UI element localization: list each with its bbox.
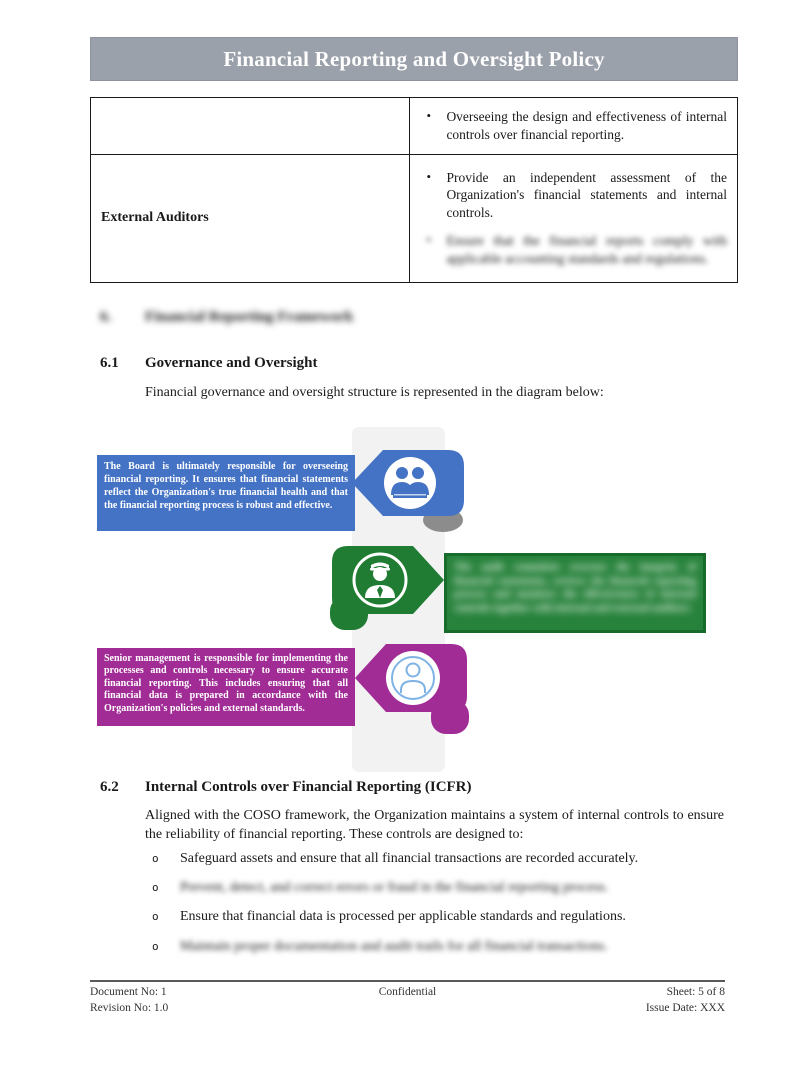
bullet-marker: o <box>152 881 159 895</box>
list-item <box>420 232 727 268</box>
role-cell: External Auditors <box>91 154 410 282</box>
issue-date: Issue Date: XXX <box>645 1001 726 1014</box>
person-outline-icon <box>353 640 471 736</box>
page-title: Financial Reporting and Oversight Policy <box>223 46 605 71</box>
section-heading: Governance and Oversight <box>145 355 318 371</box>
board-members-icon <box>350 447 468 535</box>
redacted-text: The audit committee oversees the integrity of financial statements, reviews the financial reporting process and monitors the effectiveness of internal controls together with internal and external auditors. <box>454 562 696 614</box>
list-item <box>152 908 730 926</box>
section-paragraph: Financial governance and oversight structure is represented in the diagram below: <box>145 385 604 400</box>
section-heading-redacted: Financial Reporting Framework <box>145 309 354 325</box>
bullet-marker: o <box>152 910 159 924</box>
list-item <box>152 938 730 956</box>
bullet-text-redacted: Maintain proper documentation and audit trails for all financial transactions. <box>180 938 608 954</box>
section-number: 6.1 <box>100 355 119 371</box>
role-cell-empty <box>91 98 410 155</box>
auditor-icon <box>328 540 446 632</box>
duty-text: Provide an independent assessment of the Organization's financial statements and internal controls. <box>446 169 727 221</box>
bullet-text: Safeguard assets and ensure that all financial transactions are recorded accurately. <box>180 851 639 866</box>
section-number: 6.2 <box>100 779 119 795</box>
footer-center <box>302 985 514 1016</box>
table-row <box>91 98 738 155</box>
confidential-label: Confidential <box>378 986 437 998</box>
audit-committee-box-redacted <box>444 553 706 633</box>
footer-right <box>513 985 725 1016</box>
list-item <box>152 879 730 897</box>
page-footer <box>90 980 725 1016</box>
list-item <box>152 850 730 868</box>
duties-cell <box>410 154 738 282</box>
management-responsibility-box: Senior management is responsible for implementing the processes and controls necessary to ensure accurate financial reporting. This includes ensuring that all financial data is prepared in accordance with the Organization's policies and external standards. <box>97 648 355 726</box>
bullet-text: Ensure that financial data is processed per applicable standards and regulations. <box>180 909 626 925</box>
duty-text-redacted: Ensure that the financial reports comply with applicable accounting standards and regulations. <box>446 233 727 266</box>
title-banner <box>90 37 738 81</box>
bullet-marker: • <box>426 108 431 123</box>
document-no: Document No: 1 <box>90 986 167 998</box>
list-item <box>420 108 727 144</box>
bullet-marker: • <box>426 168 431 184</box>
bullet-marker: o <box>152 852 159 865</box>
board-responsibility-box: The Board is ultimately responsible for overseeing financial reporting. It ensures that financial statements reflect the Organization's true financial health and that the financial reporting process is robust and effective. <box>97 455 355 531</box>
section-paragraph: Aligned with the COSO framework, the Organization maintains a system of internal controls to ensure the reliability of financial reporting. These controls are designed to: <box>145 808 724 843</box>
section-number: 6. <box>100 309 112 325</box>
footer-left <box>90 985 302 1016</box>
revision-no: Revision No: 1.0 <box>90 1001 169 1014</box>
list-item <box>420 169 727 222</box>
bullet-text-redacted: Prevent, detect, and correct errors or fraud in the financial reporting process. <box>180 880 609 896</box>
duty-text: Overseeing the design and effectiveness of internal controls over financial reporting. <box>446 109 727 142</box>
table-row <box>91 154 738 282</box>
duties-cell <box>410 98 738 155</box>
icfr-bullet-list <box>152 850 730 967</box>
bullet-marker: o <box>152 939 159 953</box>
section-heading: Internal Controls over Financial Reporting (ICFR) <box>145 779 472 795</box>
responsibilities-table <box>90 97 738 283</box>
bullet-marker: • <box>426 232 431 248</box>
sheet-number: Sheet: 5 of 8 <box>666 986 726 998</box>
